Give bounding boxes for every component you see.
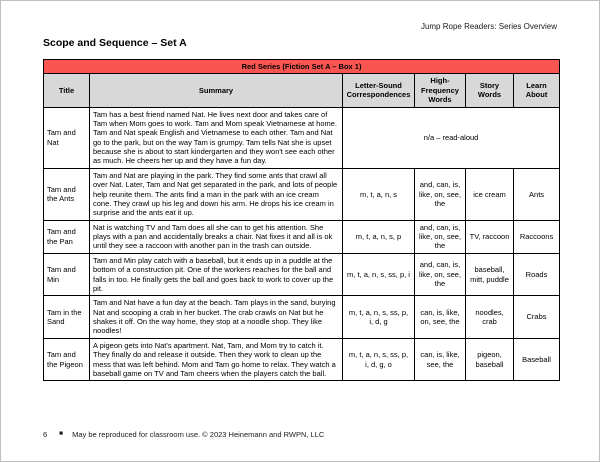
table-row [44,253,560,296]
story-words-cell: noodles, crab [466,296,514,339]
table-row [44,338,560,381]
letter-sound-cell: m, t, a, n, s, ss, p, i, d, g [343,296,415,339]
story-words-cell: ice cream [466,168,514,220]
high-frequency-cell: and, can, is, like, on, see, the [415,253,466,296]
letter-sound-cell: m, t, a, n, s [343,168,415,220]
book-summary: A pigeon gets into Nat's apartment. Nat, Tam, and Mom try to catch it. They finally do and release it outside. Then they work to clean up the mess that was left behind. Mom and Tam go home to relax. They watch a baseball game on TV and Tam cheers when the players catch the ball. [90,338,343,381]
high-frequency-cell: and, can, is, like, on, see, the [415,168,466,220]
table-row [44,107,560,168]
book-title: Tam in the Sand [44,296,90,339]
scope-sequence-table [43,59,560,381]
book-title: Tam and the Pan [44,220,90,253]
book-title: Tam and Nat [44,107,90,168]
page-footer [43,430,324,439]
book-title: Tam and the Ants [44,168,90,220]
footer-square-icon: ■ [59,430,64,438]
column-header-high-frequency: High-Frequency Words [415,74,466,107]
column-header-summary: Summary [90,74,343,107]
letter-sound-cell: m, t, a, n, s, ss, p, i, d, g, o [343,338,415,381]
read-aloud-note: n/a – read-aloud [343,107,560,168]
page-title: Scope and Sequence – Set A [43,37,187,49]
series-banner: Red Series (Fiction Set A – Box 1) [44,60,560,74]
high-frequency-cell: and, can, is, like, on, see, the [415,220,466,253]
book-summary: Tam has a best friend named Nat. He lives next door and takes care of Tam when Mom goes to work. Tam and Mom speak Vietnamese at home. Tam and Nat speak English and Vietnamese to each other. Tam and Nat go to the park, but on the way Tam is grumpy. Tam tells Nat she is upset because she is about to start kindergarten and they won't see each other as much. He cheers her up and they have a fun day. [90,107,343,168]
story-words-cell: pigeon, baseball [466,338,514,381]
letter-sound-cell: m, t, a, n, s, ss, p, i [343,253,415,296]
book-summary: Nat is watching TV and Tam does all she can to get his attention. She plays with a pan and accidentally breaks a chair. Nat fixes it and all is ok until they see a raccoon with another pan in the trash can outside. [90,220,343,253]
column-header-learn-about: Learn About [514,74,560,107]
learn-about-cell: Ants [514,168,560,220]
table-banner-row [44,60,560,74]
story-words-cell: baseball, mitt, puddle [466,253,514,296]
learn-about-cell: Raccoons [514,220,560,253]
book-summary: Tam and Nat have a fun day at the beach. Tam plays in the sand, burying Nat and scooping a crab in her bucket. The crab crawls on Nat but he shakes it off. On the way home, they stop at a noodle shop. They like noodles! [90,296,343,339]
story-words-cell: TV, raccoon [466,220,514,253]
learn-about-cell: Roads [514,253,560,296]
copyright-text: May be reproduced for classroom use. © 2023 Heinemann and RWPN, LLC [72,430,325,439]
column-header-story-words: Story Words [466,74,514,107]
table-row [44,168,560,220]
book-summary: Tam and Nat are playing in the park. They find some ants that crawl all over Nat. Later, Tam and Nat get separated in the park, and lots of people help reunite them. The ants find a man in the park with an ice cream cone. They crawl up his leg and down his arm. He drops his ice cream in surprise and the ants eat it up. [90,168,343,220]
table-row [44,220,560,253]
table-row [44,296,560,339]
column-header-letter-sound: Letter-Sound Correspondences [343,74,415,107]
high-frequency-cell: can, is, like, see, the [415,338,466,381]
learn-about-cell: Crabs [514,296,560,339]
learn-about-cell: Baseball [514,338,560,381]
running-header: Jump Rope Readers: Series Overview [420,22,557,31]
book-summary: Tam and Min play catch with a baseball, but it ends up in a puddle at the bottom of a construction pit. One of the workers reaches for the ball and falls in too. He finally gets the ball and goes back to work to cover up the pit. [90,253,343,296]
book-title: Tam and the Pigeon [44,338,90,381]
letter-sound-cell: m, t, a, n, s, p [343,220,415,253]
high-frequency-cell: can, is, like, on, see, the [415,296,466,339]
page-number: 6 [43,430,48,439]
book-title: Tam and Min [44,253,90,296]
table-header-row [44,74,560,107]
column-header-title: Title [44,74,90,107]
